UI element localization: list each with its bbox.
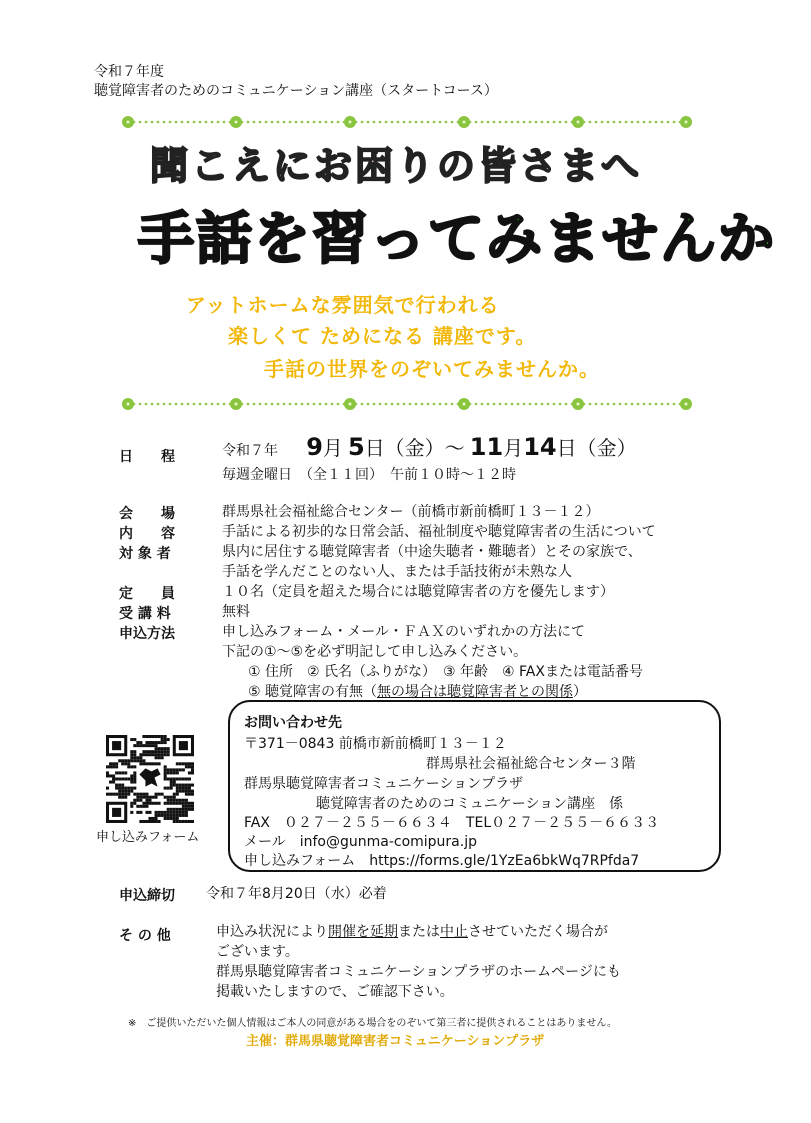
other-line1-cancel: 中止 bbox=[440, 924, 468, 940]
detail-apply-1: 申し込みフォーム・メール・ＦＡＸのいずれかの方法にて bbox=[222, 624, 586, 640]
end-day-unit: 日（金） bbox=[556, 436, 637, 460]
dot-divider-top bbox=[122, 115, 692, 129]
qr-code-icon[interactable] bbox=[106, 735, 194, 823]
contact-org2: 聴覚障害者のためのコミュニケーション講座 係 bbox=[316, 796, 624, 812]
detail-label-apply: 申込方法 bbox=[119, 626, 175, 642]
contact-address1: 〒371－0843 前橋市新前橋町１３－１２ bbox=[244, 736, 507, 752]
start-day-unit: 日（金）～ bbox=[364, 436, 465, 460]
organizer: 主催：群馬県聴覚障害者コミュニケーションプラザ bbox=[246, 1034, 545, 1049]
detail-venue: 群馬県社会福祉総合センター（前橋市新前橋町１３－１２） bbox=[222, 504, 600, 520]
end-day: 14 bbox=[523, 433, 557, 461]
other-line2: ございます。 bbox=[216, 944, 299, 960]
contact-email[interactable]: メール info@gunma-comipura.jp bbox=[244, 834, 477, 850]
other-line4: 掲載いたしますので、ご確認下さい。 bbox=[216, 984, 454, 1000]
detail-target-2: 手話を学んだことのない人、または手話技術が未熟な人 bbox=[222, 564, 572, 580]
required-item5-suffix: ） bbox=[573, 684, 588, 700]
detail-capacity: １０名（定員を超えた場合には聴覚障害者の方を優先します） bbox=[222, 584, 614, 600]
required-items-1: ① 住所 ② 氏名（ふりがな） ③ 年齢 ④ FAXまたは電話番号 bbox=[248, 664, 643, 680]
detail-content: 手話による初歩的な日常会話、福祉制度や聴覚障害者の生活について bbox=[222, 524, 656, 540]
end-month: 11 bbox=[469, 433, 504, 461]
start-day: 5 bbox=[347, 433, 365, 461]
contact-address2: 群馬県社会福祉総合センター３階 bbox=[426, 756, 636, 772]
schedule-era: 令和７年 bbox=[222, 443, 278, 459]
course-line: 聴覚障害者のためのコミュニケーション講座（スタートコース） bbox=[94, 83, 498, 99]
contact-form-link[interactable]: 申し込みフォーム https://forms.gle/1YzEa6bkWq7RPfda7 bbox=[244, 853, 640, 869]
headline-line1: 聞こえにお困りの皆さまへ bbox=[150, 144, 643, 188]
other-line3: 群馬県聴覚障害者コミュニケーションプラザのホームページにも bbox=[216, 964, 621, 980]
detail-fee: 無料 bbox=[222, 604, 250, 620]
other-line1-prefix: 申込み状況により bbox=[216, 924, 328, 940]
other-label: そ の 他 bbox=[119, 928, 171, 944]
deadline-label: 申込締切 bbox=[119, 888, 175, 904]
contact-org1: 群馬県聴覚障害者コミュニケーションプラザ bbox=[244, 776, 524, 792]
detail-apply-2: 下記の①～⑤を必ず明記して申し込みください。 bbox=[222, 644, 528, 660]
dot-divider-bottom bbox=[122, 397, 692, 411]
schedule-detail: 毎週金曜日 （全１１回） 午前１０時～１２時 bbox=[222, 467, 516, 483]
other-line1 bbox=[216, 923, 608, 942]
required-item5-underlined: 無の場合は聴覚障害者との関係 bbox=[377, 684, 574, 700]
start-month-unit: 月 bbox=[322, 436, 343, 460]
tagline-1: アットホームな雰囲気で行われる bbox=[186, 293, 500, 317]
detail-label-content: 内 容 bbox=[119, 526, 175, 542]
end-month-unit: 月 bbox=[503, 436, 524, 460]
year-line: 令和７年度 bbox=[94, 64, 164, 80]
contact-title: お問い合わせ先 bbox=[244, 715, 342, 731]
other-line1-mid: または bbox=[398, 924, 440, 940]
required-item5-prefix: ⑤ 聴覚障害の有無（ bbox=[248, 684, 378, 700]
contact-fax-tel: FAX ０２７－２５５－６６３４ TEL０２７－２５５－６６３３ bbox=[244, 815, 660, 831]
other-line1-suffix: させていただく場合が bbox=[468, 924, 608, 940]
contact-box bbox=[228, 700, 721, 872]
headline-line2: 手話を習ってみませんか bbox=[138, 207, 776, 272]
detail-label-target: 対 象 者 bbox=[119, 546, 171, 562]
tagline-3: 手話の世界をのぞいてみませんか。 bbox=[264, 357, 600, 381]
schedule-dates bbox=[222, 432, 637, 461]
deadline-value: 令和７年8月20日（水）必着 bbox=[206, 886, 387, 902]
tagline-2: 楽しくて ためになる 講座です。 bbox=[228, 324, 537, 348]
schedule-label: 日 程 bbox=[119, 449, 175, 465]
privacy-note: ※ ご提供いただいた個人情報はご本人の同意がある場合をのぞいて第三者に提供されることはありません。 bbox=[128, 1018, 617, 1029]
start-month: 9 bbox=[306, 433, 323, 461]
detail-label-fee: 受 講 料 bbox=[119, 606, 171, 622]
detail-label-venue: 会 場 bbox=[119, 506, 175, 522]
other-line1-postpone: 開催を延期 bbox=[328, 924, 398, 940]
qr-caption: 申し込みフォーム bbox=[96, 830, 200, 845]
detail-label-capacity: 定 員 bbox=[119, 586, 175, 602]
detail-target-1: 県内に居住する聴覚障害者（中途失聴者・難聴者）とその家族で、 bbox=[222, 544, 642, 560]
